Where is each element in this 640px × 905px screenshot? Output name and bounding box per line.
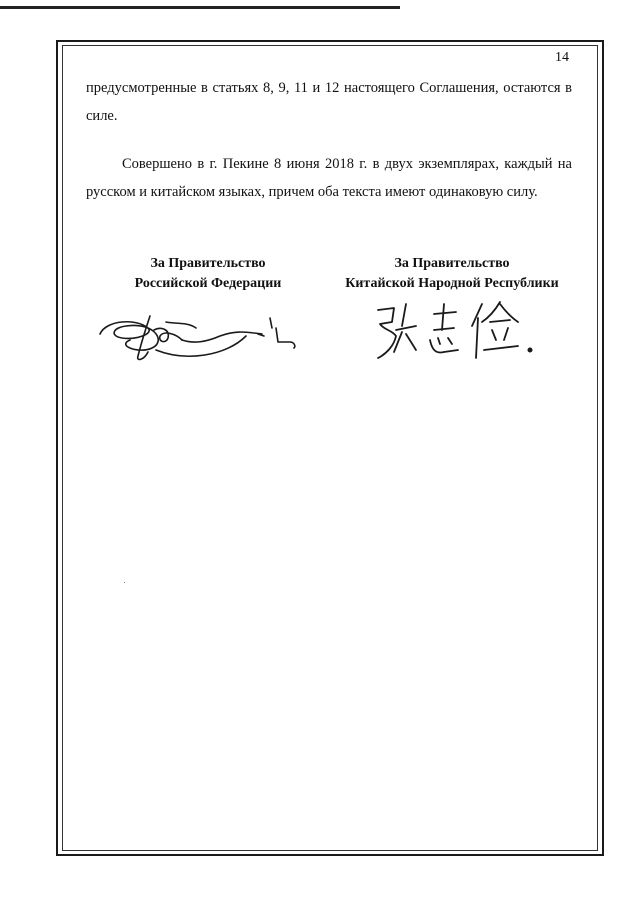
signatory-china-line1: За Правительство	[394, 256, 510, 271]
scan-edge-line	[0, 6, 400, 9]
signatory-russia	[118, 254, 298, 294]
signatory-china-line2: Китайской Народной Республики	[345, 276, 559, 291]
paragraph-done-at: Совершено в г. Пекине 8 июня 2018 г. в двух экземплярах, каждый на русском и китайском языках, причем оба текста имеют одинаковую силу.	[86, 156, 572, 200]
paragraph-continuation: предусмотренные в статьях 8, 9, 11 и 12 настоящего Соглашения, остаются в силе.	[86, 80, 572, 124]
signatory-russia-line1: За Правительство	[150, 256, 266, 271]
page-number: 14	[555, 50, 569, 65]
signatory-china	[322, 254, 582, 294]
scan-speck	[124, 582, 125, 583]
signatory-russia-line2: Российской Федерации	[134, 276, 282, 291]
signature-russia	[96, 306, 316, 366]
signature-china	[372, 300, 552, 366]
